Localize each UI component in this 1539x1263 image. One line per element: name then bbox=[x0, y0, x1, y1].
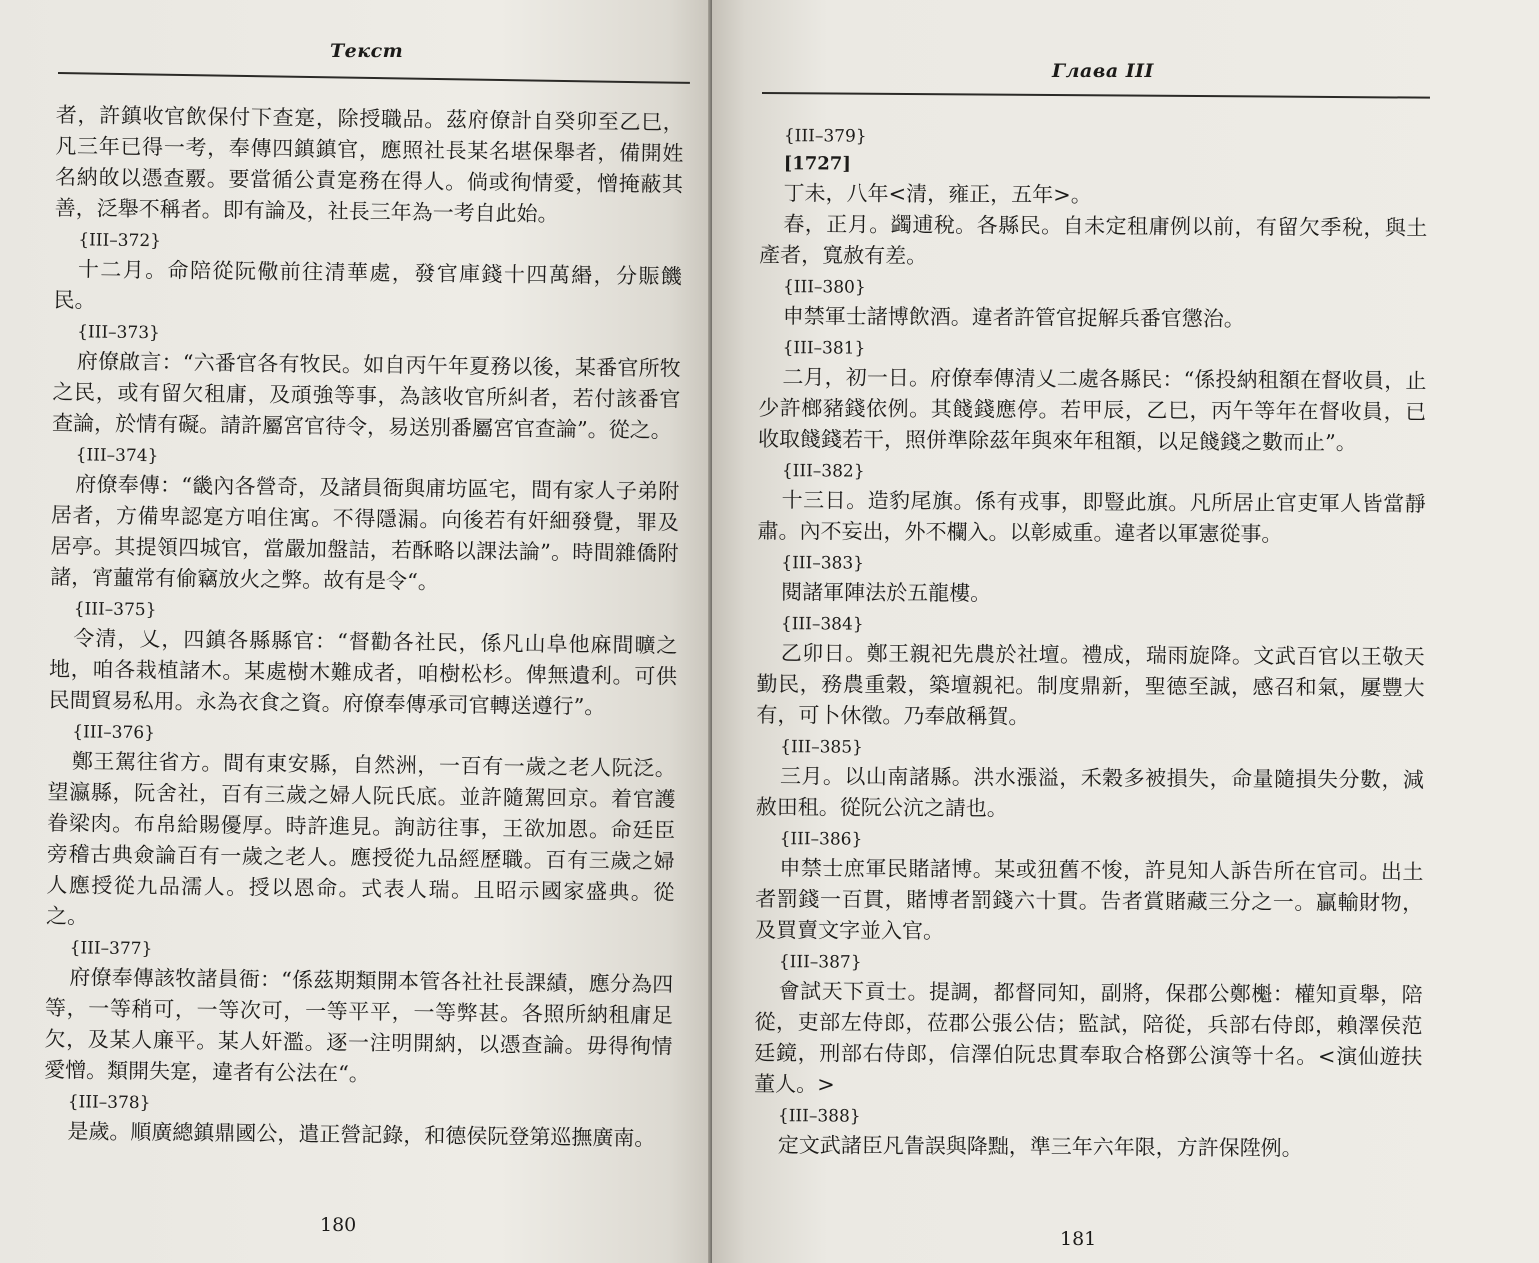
paragraph: 二月，初一日。府僚奉傳清乂二處各縣民：“係投納租額在督收員，止少許榔豬錢依例。其餞錢應停。若甲辰，乙巳，丙午等年在督收員，已收取餞錢若干，照併準除茲年與來年租額，以足餞錢之數而止”。 bbox=[757, 365, 1427, 455]
paragraph: 者，許鎮收官飲保付下查寔，除授職品。茲府僚計自癸卯至乙巳，凡三年已得一考，奉傳四鎮鎮官，應照社長某名堪保舉者，備開姓名納敀以憑查覈。要當循公責寔務在得人。倘或徇情愛，憎掩蔽其善，泛舉不稱者。即有論及，社長三年為一考自此始。 bbox=[54, 102, 684, 227]
paragraph: 三月。以山南諸縣。洪水漲溢，禾穀多被損失，命量隨損失分數，減赦田租。從阮公沆之請也。 bbox=[755, 764, 1425, 821]
entry-number: {III–386} bbox=[779, 829, 863, 850]
page-number: 180 bbox=[320, 1214, 357, 1236]
paragraph: 乙卯日。鄭王親祀先農於社壇。禮成，瑞雨旋降。文武百官以王敬天勤民，務農重穀，築壇親祀。制度鼎新，聖德至誠，感召和氣，屢豐大有，可卜休徵。乃奉啟稱賀。 bbox=[756, 641, 1425, 729]
left-page bbox=[0, 0, 712, 1263]
paragraph: 會試天下貢士。提調，都督同知，副將，保郡公鄭櫆：權知貢舉，陪從，吏部左侍郎，莅郡公張公佶；監試，陪從，兵部右侍郎，賴澤侯范廷鏡，刑部右侍郎，信澤伯阮忠貫奉取合格鄧公演等十名。<演仙遊扶董人。> bbox=[754, 979, 1423, 1097]
year-heading: [1727] bbox=[783, 153, 851, 175]
entry-number: {III–373} bbox=[77, 322, 161, 344]
header-rule bbox=[762, 92, 1430, 99]
paragraph: 申禁軍士諸博飲酒。違者許管官捉解兵番官懲治。 bbox=[782, 304, 1245, 331]
paragraph: 春，正月。蠲逋稅。各縣民。自未定租庸例以前，有留欠季稅，與土產者，寬赦有差。 bbox=[759, 212, 1428, 269]
paragraph: 閱諸軍陣法於五龍樓。 bbox=[781, 580, 992, 606]
entry-number: {III–388} bbox=[777, 1106, 861, 1127]
entry-number: {III–375} bbox=[73, 599, 157, 621]
paragraph: 十三日。造豹尾旗。係有戎事，即豎此旗。凡所居止官吏軍人皆當靜肅。內不妄出，外不欄入。以彰威重。違者以軍憲從事。 bbox=[757, 488, 1426, 547]
entry-number: {III–377} bbox=[69, 938, 153, 960]
paragraph: 令清，乂，四鎮各縣縣官：“督勸各社民，係凡山阜他麻間曠之地，咱各栽植諸木。某處樹木難成者，咱樹松杉。俾無遺利。可供民間貿易私用。永為衣食之資。府僚奉傳承司官轉送遵行”。 bbox=[48, 626, 678, 719]
page-body bbox=[43, 100, 684, 1155]
entry-number: {III–379} bbox=[783, 126, 867, 147]
entry-number: {III–382} bbox=[781, 461, 865, 482]
entry-number: {III–385} bbox=[780, 737, 863, 758]
paragraph: 定文武諸臣凡眚誤與降黜，準三年六年限，方許保陞例。 bbox=[777, 1133, 1303, 1161]
page-body bbox=[754, 120, 1428, 1165]
right-page bbox=[712, 0, 1539, 1263]
paragraph: 府僚奉傳該牧諸員衙：“係茲期類開本管各社社長課績，應分為四等，一等稍可，一等次可，一等平平，一等弊甚。各照所納租庸足欠，及某人廉平。某人奸濫。逐一注明開納，以憑查論。毋得徇情愛憎。類開失寔，違者有公法在“。 bbox=[44, 965, 674, 1086]
header-rule bbox=[58, 72, 690, 84]
entry-number: {III–383} bbox=[781, 553, 865, 574]
entry-number: {III–380} bbox=[782, 277, 866, 298]
entry-number: {III–376} bbox=[72, 722, 156, 744]
entry-number: {III–378} bbox=[67, 1092, 151, 1114]
entry-number: {III–384} bbox=[780, 614, 864, 635]
entry-number: {III–387} bbox=[778, 952, 862, 973]
paragraph: 府僚啟言：“六番官各有牧民。如自丙午年夏務以後，某番官所牧之民，或有留欠租庸，及頑強等事，為該收官所糾者，若付該番官查論，於情有礙。請許屬宮官待令，易送別番屬宮官查論”。從之。 bbox=[51, 349, 681, 443]
paragraph: 鄭王駕往省方。間有東安縣，自然洲，一百有一歲之老人阮泛。望瀛縣，阮舍社，百有三歲之婦人阮氏底。並許隨駕回京。着官護眷梁肉。布帛給賜優厚。時許進見。詢訪往事，王欲加恩。命廷臣旁稽古典僉論百有一歲之老人。應授從九品經歷職。百有三歲之婦人應授從九品濡人。授以恩命。式表人瑞。且昭示國家盛典。從之。 bbox=[45, 749, 677, 929]
entry-number: {III–381} bbox=[782, 338, 866, 359]
running-head: Глава III bbox=[1052, 60, 1154, 82]
paragraph: 是歲。順廣總鎮鼎國公，遣正營記錄，和德侯阮登第巡撫廣南。 bbox=[67, 1119, 656, 1151]
entry-number: {III–374} bbox=[75, 445, 159, 467]
paragraph: 府僚奉傳：“畿內各營奇，及諸員衙與庯坊區宅，間有家人子弟附居者，方備卑認寔方咱住寓。不得隱漏。向後若有奸細發覺，罪及居亭。其提領四城官，當嚴加盤詰，若酥略以課法論”。時間雜僑附諸，宵蘁常有偷竊放火之弊。故有是令“。 bbox=[50, 472, 680, 594]
paragraph: 丁未，八年<清，雍正，五年>。 bbox=[783, 181, 1092, 208]
paragraph: 申禁士庶軍民賭諸博。某或狃舊不悛，許見知人訴告所在官司。出土者罰錢一百貫，賭博者罰錢六十貫。告者賞賭藏三分之一。贏輸財物，及買賣文字並入官。 bbox=[754, 856, 1424, 944]
running-head: Текст bbox=[330, 40, 404, 62]
paragraph: 十二月。命陪從阮儆前往清華處，發官庫錢十四萬緡，分賑饑民。 bbox=[53, 257, 683, 313]
entry-number: {III–372} bbox=[78, 230, 162, 252]
page-number: 181 bbox=[1060, 1228, 1097, 1250]
